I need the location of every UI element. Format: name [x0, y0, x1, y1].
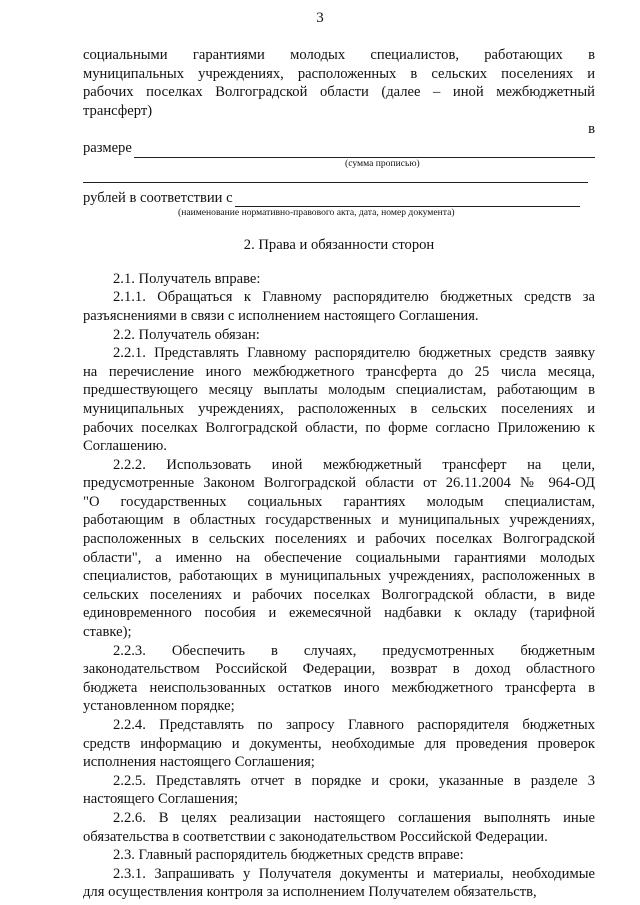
text-line: единовременного пособия и ежемесячной надбавки к окладу (тарифной [83, 605, 595, 622]
text-line: 2.2.4. Представлять по запросу Главного распорядителя бюджетных [113, 717, 595, 733]
text-line: сельских поселениях и рабочих поселках Волгоградской области, в виде [83, 586, 595, 603]
text-line: бюджета неиспользованных остатков иного межбюджетного трансферта в [83, 679, 595, 696]
text-line: трансферт) [83, 102, 153, 119]
paragraph [83, 344, 595, 456]
text-line: 2.2. Получатель обязан: [113, 326, 260, 343]
act-row [83, 189, 595, 208]
rubles-label: рублей в соответствии с [83, 189, 233, 206]
page-number: 3 [316, 10, 324, 26]
document-body [83, 46, 595, 902]
text-line: для осуществления контроля за исполнением Получателем обязательств, [83, 884, 537, 901]
paragraph [83, 270, 595, 289]
text-line: рабочих поселках Волгоградской области (далее – иной межбюджетный [83, 84, 595, 101]
text-line: исполнения настоящего Соглашения; [83, 754, 315, 771]
paragraph [83, 456, 595, 642]
intro-paragraph [83, 46, 595, 219]
text-line: расположенных в сельских поселениях и рабочих поселках Волгоградской [83, 531, 595, 548]
text-line: рабочих поселках Волгоградской области, по форме согласно Приложению к [83, 419, 595, 436]
text-line: муниципальных учреждениях, расположенных в сельских поселениях и [83, 400, 595, 417]
blank-line [83, 170, 588, 183]
text-line: настоящего Соглашения; [83, 791, 239, 808]
text-line: 2.3.1. Запрашивать у Получателя документы и материалы, необходимые [113, 865, 595, 882]
act-blank-line [235, 193, 580, 207]
paragraph [83, 716, 595, 772]
text-line: установленном порядке; [83, 698, 235, 715]
text-line: разъяснениями в связи с исполнением настоящего Соглашения. [83, 307, 479, 324]
text-line: "О государственных социальных гарантиях молодым специалистам, [83, 493, 595, 510]
amount-caption: (сумма прописью) [345, 157, 420, 169]
paragraph [83, 642, 595, 716]
text-line: работающим в областных государственных и муниципальных учреждениях, [83, 512, 595, 529]
paragraph [83, 809, 595, 846]
paragraph [83, 288, 595, 325]
text-line: 2.2.5. Представлять отчет в порядке и сроки, указанные в разделе 3 [113, 772, 595, 789]
text-line: в [588, 121, 595, 138]
paragraph [83, 772, 595, 809]
section-body [83, 270, 595, 902]
text-line: 2.2.1. Представлять Главному распорядителю бюджетных средств заявку [113, 345, 595, 362]
text-line: 2.3. Главный распорядитель бюджетных средств вправе: [113, 847, 464, 864]
text-line: законодательством Российской Федерации, возврат в доход областного [83, 661, 595, 678]
text-line: социальными гарантиями молодых специалистов, работающих в [83, 47, 595, 63]
text-line: 2.2.3. Обеспечить в случаях, предусмотренных бюджетным [113, 642, 595, 659]
text-line: специалистов, работающих в муниципальных учреждениях, расположенных в [83, 568, 595, 585]
amount-blank-line [134, 144, 595, 158]
text-line: 2.1. Получатель вправе: [113, 270, 261, 287]
text-line: предшествующего месяцу выплаты молодым специалистам, работающим в [83, 382, 595, 399]
text-line: Соглашению. [83, 438, 167, 455]
size-label: размере [83, 139, 132, 156]
amount-row [83, 139, 595, 158]
text-line: ставке); [83, 624, 132, 641]
paragraph [83, 326, 595, 345]
text-line: предусмотренные Законом Волгоградской области от 26.11.2004 № 964-ОД [83, 475, 595, 492]
paragraph [83, 865, 595, 902]
text-line: области", а именно на обеспечение социальными гарантиями молодых [83, 549, 595, 566]
text-line: 2.2.6. В целях реализации настоящего соглашения выполнять иные [113, 809, 595, 826]
text-line: 2.1.1. Обращаться к Главному распорядителю бюджетных средств за [113, 289, 595, 306]
text-line: на перечисление иного межбюджетного трансферта до 25 числа месяца, [83, 363, 595, 380]
act-caption: (наименование нормативно-правового акта, дата, номер документа) [178, 207, 455, 219]
text-line: обязательства в соответствии с законодательством Российской Федерации. [83, 828, 548, 845]
text-line: 2.2.2. Использовать иной межбюджетный трансферт на цели, [113, 456, 595, 473]
paragraph [83, 846, 595, 865]
text-line: средств информацию и документы, необходимые для проведения проверок [83, 735, 595, 752]
section-title: 2. Права и обязанности сторон [243, 237, 435, 254]
text-line: муниципальных учреждениях, расположенных в сельских поселениях и [83, 65, 595, 82]
